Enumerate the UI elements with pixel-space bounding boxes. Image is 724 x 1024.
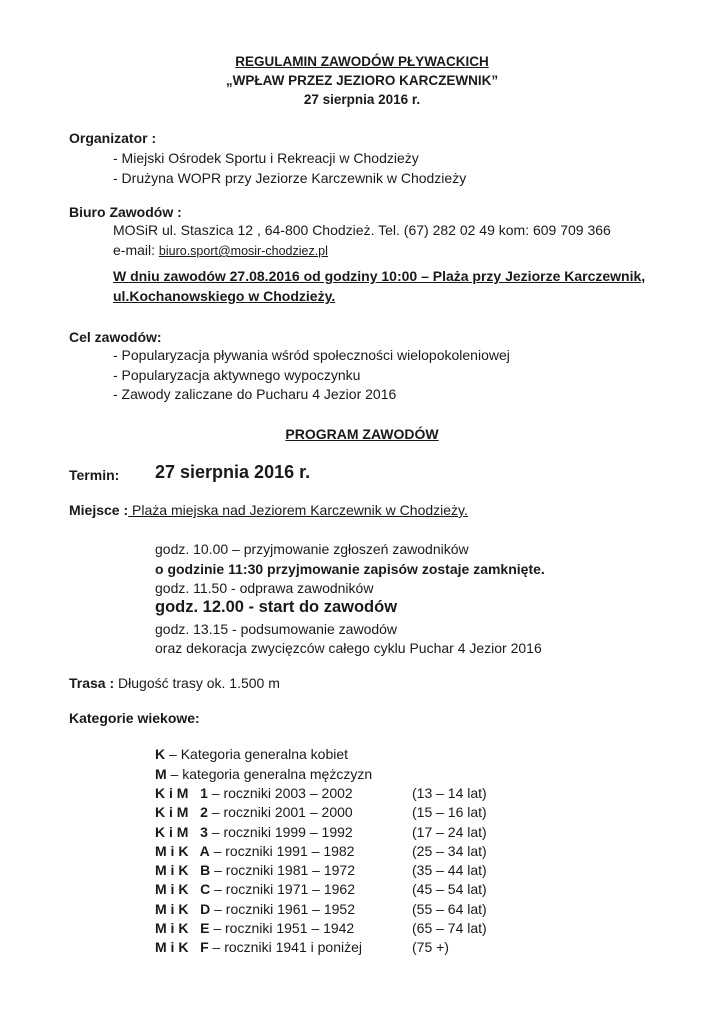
category-row: [155, 824, 353, 840]
office-email-line: [113, 242, 328, 258]
category-age: (15 – 16 lat): [412, 804, 487, 820]
office-contact: [113, 222, 611, 238]
organizer-label: Organizator :: [69, 130, 157, 146]
place-value: Plaża miejska nad Jeziorem Karczewnik w Chodzieży.: [128, 502, 468, 518]
goal-item: - Popularyzacja aktywnego wypoczynku: [113, 367, 361, 383]
schedule-item: godz. 10.00 – przyjmowanie zgłoszeń zawodników: [155, 541, 469, 557]
category-code: K i M 3: [155, 824, 208, 840]
categories-label: Kategorie wiekowe:: [69, 710, 200, 726]
category-row: [155, 746, 348, 762]
schedule-item: o godzinie 11:30 przyjmowanie zapisów zostaje zamknięte.: [155, 561, 545, 577]
place-label: Miejsce :: [69, 502, 129, 518]
category-desc: – Kategoria generalna kobiet: [165, 746, 349, 762]
category-row: [155, 766, 372, 782]
organizer-item: - Miejski Ośrodek Sportu i Rekreacji w Chodzieży: [113, 150, 419, 166]
category-desc: – roczniki 2003 – 2002: [207, 785, 353, 801]
category-desc: – kategoria generalna mężczyzn: [166, 766, 373, 782]
schedule-item-start: godz. 12.00 - start do zawodów: [155, 598, 398, 616]
category-row: [155, 862, 355, 878]
category-age: (35 – 44 lat): [412, 862, 487, 878]
category-age: (55 – 64 lat): [412, 901, 487, 917]
category-desc: – roczniki 2001 – 2000: [207, 804, 353, 820]
category-code: M i K F: [155, 939, 209, 955]
email-label: e-mail:: [113, 242, 159, 258]
category-row: [155, 804, 353, 820]
category-row: [155, 901, 355, 917]
category-desc: – roczniki 1961 – 1952: [210, 901, 355, 917]
goal-item: - Popularyzacja pływania wśród społeczności wielopokoleniowej: [113, 347, 510, 363]
category-code: K i M 2: [155, 804, 208, 820]
category-desc: – roczniki 1999 – 1992: [207, 824, 353, 840]
organizer-item: - Drużyna WOPR przy Jeziorze Karczewnik w Chodzieży: [113, 170, 467, 186]
category-age: (13 – 14 lat): [412, 785, 487, 801]
category-code: M i K A: [155, 843, 210, 859]
office-label: Biuro Zawodów :: [69, 204, 182, 220]
category-age: (65 – 74 lat): [412, 920, 487, 936]
place-line: [69, 502, 468, 518]
term-value: 27 sierpnia 2016 r.: [155, 462, 311, 482]
category-row: [155, 843, 354, 859]
office-notice-line2: ul.Kochanowskiego w Chodzieży.: [113, 288, 336, 304]
email-link[interactable]: biuro.sport@mosir-chodziez.pl: [158, 244, 328, 258]
category-age: (17 – 24 lat): [412, 824, 487, 840]
schedule-item: godz. 11.50 - odprawa zawodników: [155, 580, 374, 596]
office-phone: Tel. (67) 282 02 49 kom: 609 709 366: [374, 222, 611, 238]
category-code: M i K E: [155, 920, 210, 936]
category-row: [155, 881, 355, 897]
category-age: (75 +): [412, 939, 449, 955]
category-code: K: [155, 746, 166, 762]
category-row: [155, 939, 362, 955]
category-desc: – roczniki 1991 – 1982: [209, 843, 355, 859]
category-code: M i K C: [155, 881, 211, 897]
goal-item: - Zawody zaliczane do Pucharu 4 Jezior 2016: [113, 386, 397, 402]
office-notice-line1: W dniu zawodów 27.08.2016 od godziny 10:00 – Plaża przy Jeziorze Karczewnik,: [113, 268, 646, 284]
category-row: [155, 920, 354, 936]
goals-label: Cel zawodów:: [69, 329, 162, 345]
schedule-item: oraz dekoracja zwycięzców całego cyklu Puchar 4 Jezior 2016: [155, 640, 542, 656]
route-value: Długość trasy ok. 1.500 m: [114, 675, 280, 691]
category-desc: – roczniki 1951 – 1942: [209, 920, 355, 936]
category-code: M: [155, 766, 167, 782]
route-line: [69, 675, 280, 691]
office-address: MOSiR ul. Staszica 12 , 64-800 Chodzież.: [113, 222, 375, 238]
category-code: M i K B: [155, 862, 211, 878]
route-label: Trasa :: [69, 675, 115, 691]
category-age: (45 – 54 lat): [412, 881, 487, 897]
term-label: Termin:: [69, 467, 120, 483]
category-code: M i K D: [155, 901, 211, 917]
category-desc: – roczniki 1971 – 1962: [210, 881, 355, 897]
category-code: K i M 1: [155, 785, 208, 801]
schedule-item: godz. 13.15 - podsumowanie zawodów: [155, 621, 398, 637]
program-heading: PROGRAM ZAWODÓW: [285, 426, 439, 442]
doc-title-line2: „WPŁAW PRZEZ JEZIORO KARCZEWNIK”: [225, 73, 499, 88]
category-age: (25 – 34 lat): [412, 843, 487, 859]
category-row: [155, 785, 353, 801]
doc-title-date: 27 sierpnia 2016 r.: [303, 92, 421, 107]
category-desc: – roczniki 1941 i poniżej: [208, 939, 362, 955]
category-desc: – roczniki 1981 – 1972: [210, 862, 355, 878]
doc-title-line1: REGULAMIN ZAWODÓW PŁYWACKICH: [235, 54, 489, 69]
